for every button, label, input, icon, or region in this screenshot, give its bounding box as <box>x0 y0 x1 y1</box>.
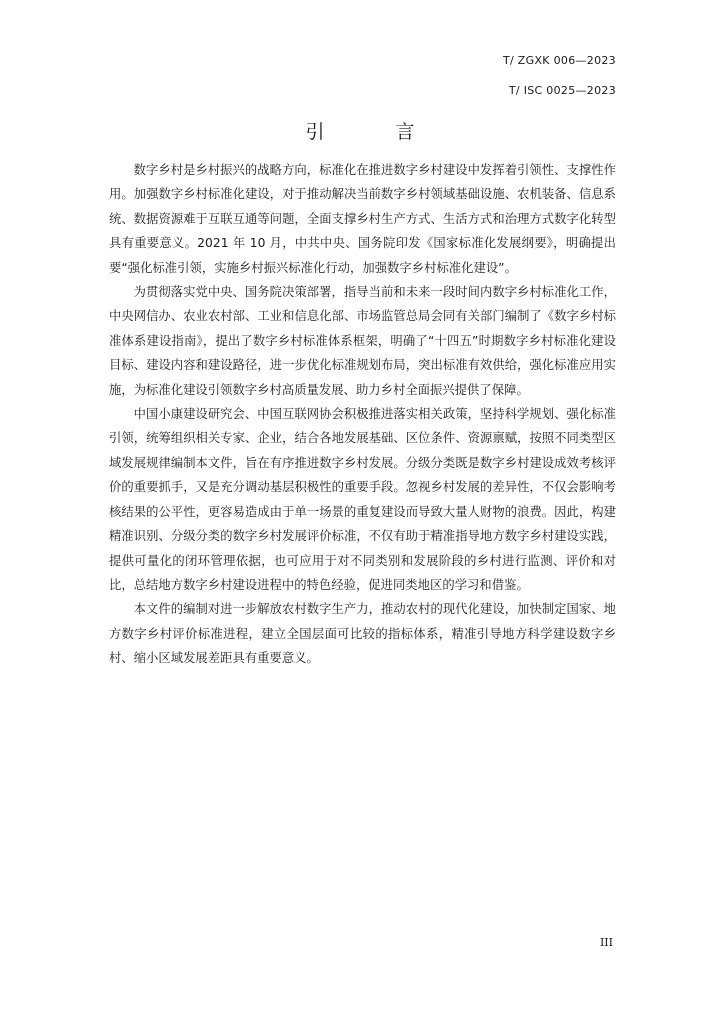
standard-code-isc: T/ ISC 0025—2023 <box>508 84 616 97</box>
page-number: III <box>599 936 613 949</box>
section-title: 引 言 <box>305 121 441 143</box>
standard-code-zgxk: T/ ZGXK 006—2023 <box>502 54 616 67</box>
paragraph-2: 为贯彻落实党中央、国务院决策部署，指导当前和未来一段时间内数字乡村标准化工作，中央网信办、农业农村部、工业和信息化部、市场监管总局会同有关部门编制了《数字乡村标准体系建设指南》，提出了数字乡村标准体系框架，明确了“十四五”时期数字乡村标准化建设目标、建设内容和建设路径，进一步优化标准规划布局，突出标准有效供给，强化标准应用实施，为标准化建设引领数字乡村高质量发展、助力乡村全面振兴提供了保障。 <box>109 285 616 397</box>
body-text <box>109 158 616 671</box>
paragraph-4: 本文件的编制对进一步解放农村数字生产力，推动农村的现代化建设，加快制定国家、地方数字乡村评价标准进程，建立全国层面可比较的指标体系，精准引导地方科学建设数字乡村、缩小区域发展差距具有重要意义。 <box>109 602 616 666</box>
paragraph-1: 数字乡村是乡村振兴的战略方向，标准化在推进数字乡村建设中发挥着引领性、支撑性作用。加强数字乡村标准化建设，对于推动解决当前数字乡村领域基础设施、农机装备、信息系统、数据资源难于互联互通等问题，全面支撑乡村生产方式、生活方式和治理方式数字化转型具有重要意义。2021 年 10 月，中共中央、国务院印发《国家标准化发展纲要》，明确提出要“强化标准引领，实施乡村振兴标准化行动，加强数字乡村标准化建设”。 <box>109 163 616 275</box>
paragraph-3: 中国小康建设研究会、中国互联网协会积极推进落实相关政策，坚持科学规划、强化标准引领，统筹组织相关专家、企业，结合各地发展基础、区位条件、资源禀赋，按照不同类型区域发展规律编制本文件，旨在有序推进数字乡村发展。分级分类既是数字乡村建设成效考核评价的重要抓手，又是充分调动基层积极性的重要手段。忽视乡村发展的差异性，不仅会影响考核结果的公平性，更容易造成由于单一场景的重复建设而导致大量人财物的浪费。因此，构建精准识别、分级分类的数字乡村发展评价标准，不仅有助于精准指导地方数字乡村建设实践，提供可量化的闭环管理依据，也可应用于对不同类别和发展阶段的乡村进行监测、评价和对比，总结地方数字乡村建设进程中的特色经验，促进同类地区的学习和借鉴。 <box>109 407 616 592</box>
